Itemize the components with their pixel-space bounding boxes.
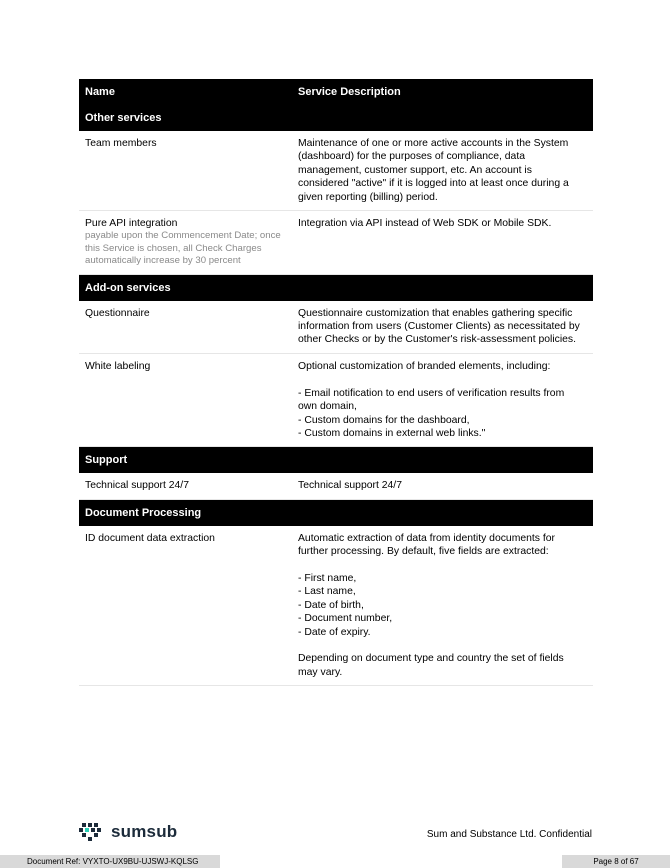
section-title: Add-on services: [79, 275, 593, 301]
service-name: Team members: [85, 138, 157, 149]
service-description: Maintenance of one or more active accounts in the System (dashboard) for the purposes of compliance, data management, customer support, etc. An account is considered "active" if it is logged into at least once during a given reporting (billing) period.: [298, 138, 569, 203]
sumsub-logo-icon: [79, 823, 105, 841]
service-description: Automatic extraction of data from identity documents for further processing. By default, five fields are extracted: - First name, - Last name, - Date of birth, - Document number, - Date of expiry. Depending on document type and country the set of fields may vary.: [298, 532, 564, 678]
table-row: [79, 301, 593, 354]
document-ref: Document Ref: VYXTO-UX9BU-UJSWJ-KQLSG: [0, 855, 220, 868]
sumsub-logo: [79, 822, 177, 842]
table-row: [79, 131, 593, 211]
service-description: Questionnaire customization that enables gathering specific information from users (Customer Clients) as necessitated by other Checks or by the Customer's risk-assessment policies.: [298, 307, 580, 346]
table-header: [79, 79, 593, 105]
header-name: Name: [85, 86, 115, 98]
services-table: [79, 79, 593, 686]
table-row: [79, 354, 593, 447]
section-title: Document Processing: [79, 500, 593, 526]
page-number: Page 8 of 67: [562, 855, 670, 868]
service-name: White labeling: [85, 360, 151, 372]
service-name: ID document data extraction: [85, 532, 215, 544]
logo-text: sumsub: [111, 822, 178, 841]
service-description: Integration via API instead of Web SDK or Mobile SDK.: [298, 218, 552, 230]
service-note: payable upon the Commencement Date; once this Service is chosen, all Check Charges automatically increase by 30 percent: [85, 230, 281, 267]
section-title: Support: [79, 447, 593, 473]
table-row: [79, 526, 593, 686]
section-title: Other services: [79, 105, 593, 131]
service-description: Optional customization of branded elements, including: - Email notification to end users of verification results from own domain, - Custom domains for the dashboard, - Custom domains in external web links.": [298, 360, 565, 439]
service-name: Pure API integration: [85, 218, 178, 230]
confidential-notice: Sum and Substance Ltd. Confidential: [426, 829, 592, 840]
table-row: [79, 473, 593, 499]
table-row: [79, 211, 593, 275]
service-description: Technical support 24/7: [298, 480, 402, 492]
service-name: Technical support 24/7: [85, 480, 189, 492]
service-name: Questionnaire: [85, 307, 150, 319]
header-description: Service Description: [298, 86, 401, 98]
